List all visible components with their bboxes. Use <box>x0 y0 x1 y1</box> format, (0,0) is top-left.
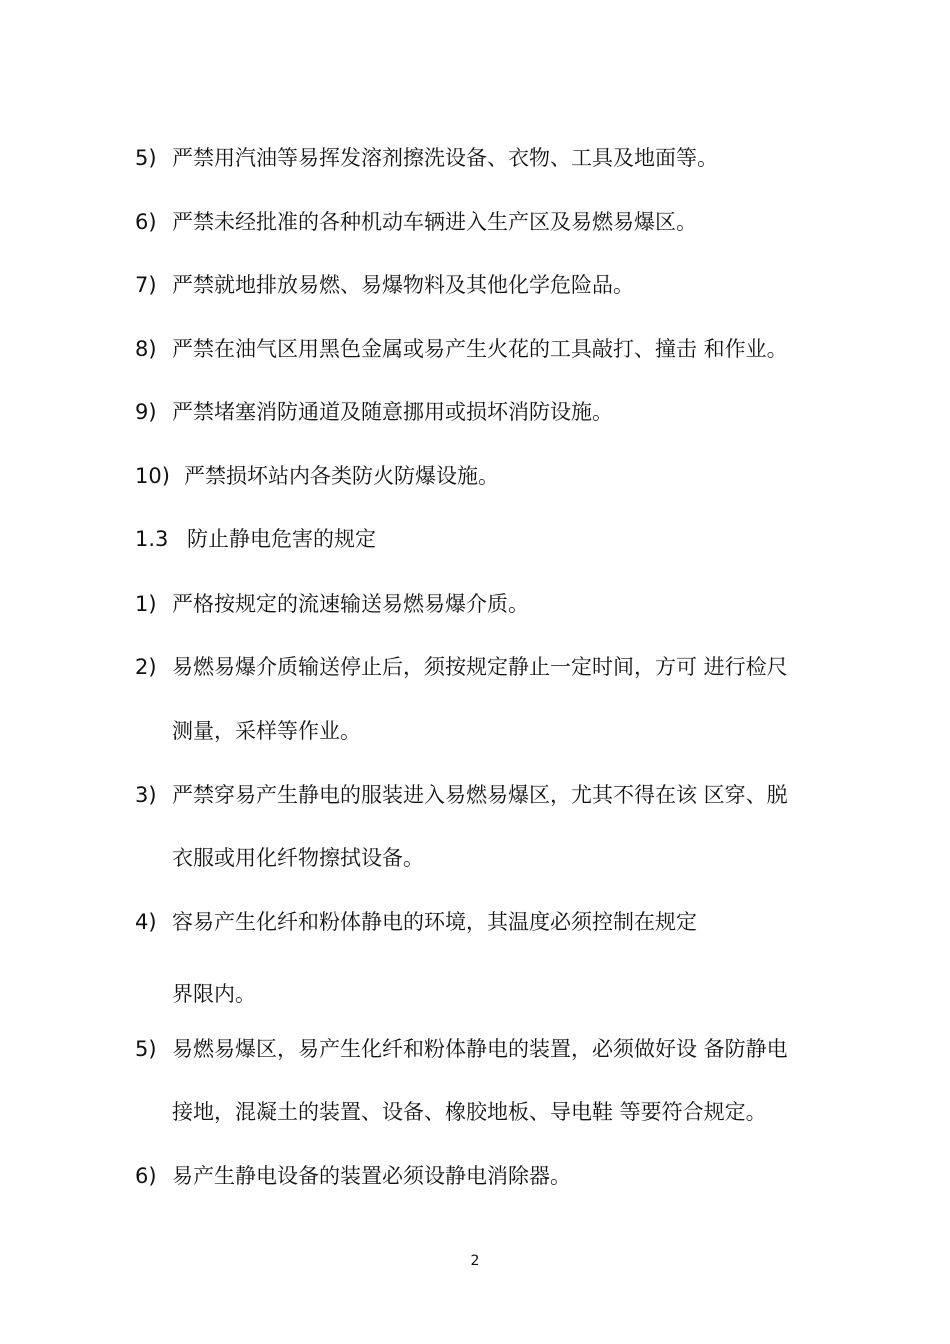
item-text: 严禁未经批准的各种机动车辆进入生产区及易燃易爆区。 <box>172 210 697 234</box>
item-number: 1) <box>135 592 157 616</box>
item-number: 2) <box>135 655 157 679</box>
item-number: 6) <box>135 1164 157 1188</box>
section-number: 1.3 <box>135 527 169 551</box>
item-number: 5) <box>135 1037 157 1061</box>
item-number: 7) <box>135 273 157 297</box>
item-text: 严禁在油气区用黑色金属或易产生火花的工具敲打、撞击 和作业。 <box>172 337 788 361</box>
item-text: 严禁堵塞消防通道及随意挪用或损坏消防设施。 <box>172 400 613 424</box>
item-text: 界限内。 <box>172 982 256 1006</box>
item-text: 严禁穿易产生静电的服装进入易燃易爆区，尤其不得在该 区穿、脱 <box>172 783 788 807</box>
item-text: 衣服或用化纤物擦拭设备。 <box>172 846 424 870</box>
item-text: 严禁损坏站内各类防火防爆设施。 <box>184 464 499 488</box>
item-number: 8) <box>135 337 157 361</box>
item-text: 测量，采样等作业。 <box>172 719 361 743</box>
item-number: 5) <box>135 146 157 170</box>
item-number: 9) <box>135 400 157 424</box>
item-text: 严禁用汽油等易挥发溶剂擦洗设备、衣物、工具及地面等。 <box>172 146 718 170</box>
item-text: 接地，混凝土的装置、设备、橡胶地板、导电鞋 等要符合规定。 <box>172 1100 767 1124</box>
item-number: 4) <box>135 910 157 934</box>
item-text: 严格按规定的流速输送易燃易爆介质。 <box>172 592 529 616</box>
item-text: 易燃易爆介质输送停止后，须按规定静止一定时间，方可 进行检尺 <box>172 655 788 679</box>
item-text: 易产生静电设备的装置必须设静电消除器。 <box>172 1164 571 1188</box>
item-number: 3) <box>135 783 157 807</box>
item-text: 严禁就地排放易燃、易爆物料及其他化学危险品。 <box>172 273 634 297</box>
page-number: 2 <box>470 1253 480 1269</box>
item-number: 6) <box>135 210 157 234</box>
item-text: 容易产生化纤和粉体静电的环境，其温度必须控制在规定 <box>172 910 697 934</box>
item-number: 10) <box>135 464 170 488</box>
item-text: 易燃易爆区，易产生化纤和粉体静电的装置，必须做好设 备防静电 <box>172 1037 788 1061</box>
section-title: 防止静电危害的规定 <box>187 527 376 551</box>
